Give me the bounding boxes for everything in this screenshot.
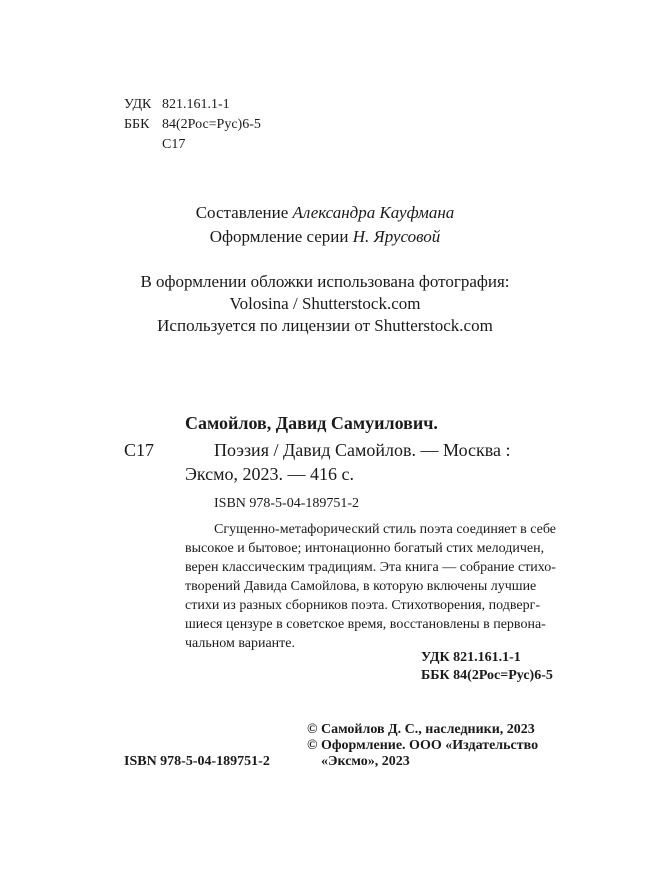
annotation-line: стихи из разных сборников поэта. Стихотворения, подверг- — [185, 598, 541, 613]
compiler-credit — [0, 201, 650, 224]
annotation-line: верен классическим традициям. Эта книга — собрание стихо- — [185, 560, 556, 575]
photo-credit-line1: В оформлении обложки использована фотография: — [140, 272, 510, 291]
compiler-name: Александра Кауфмана — [292, 203, 455, 222]
series-name: Н. Ярусовой — [352, 227, 441, 246]
udk-value: 821.161.1-1 — [162, 97, 230, 112]
photo-credit-line3: Используется по лицензии от Shutterstock.com — [157, 316, 493, 335]
annotation-line: творений Давида Самойлова, в которую включены лучшие — [185, 579, 537, 594]
series-credit — [0, 225, 650, 248]
bbk-value: 84(2Рос=Рус)6-5 — [162, 117, 261, 132]
top-author-mark: С17 — [162, 137, 186, 152]
catalog-isbn: ISBN 978-5-04-189751-2 — [214, 496, 360, 511]
catalog-author-heading: Самойлов, Давид Самуилович. — [185, 413, 438, 433]
top-bbk-line — [124, 115, 261, 134]
footer-copyright-1: © Самойлов Д. С., наследники, 2023 — [307, 722, 535, 737]
catalog-udk: УДК 821.161.1-1 — [421, 650, 521, 665]
compiler-prefix: Составление — [195, 203, 289, 222]
catalog-title-line1: Поэзия / Давид Самойлов. — Москва : — [214, 440, 511, 460]
catalog-mark: С17 — [124, 440, 155, 460]
catalog-bbk: ББК 84(2Рос=Рус)6-5 — [421, 668, 553, 683]
annotation-line: шиеся цензуре в советское время, восстановлены в первона- — [185, 617, 546, 632]
annotation-line: высокое и бытовое; интонационно богатый стих мелодичен, — [185, 541, 545, 556]
series-prefix: Оформление серии — [209, 227, 349, 246]
annotation-line: чальном варианте. — [185, 636, 296, 651]
annotation-line: Сгущенно-метафорический стиль поэта соединяет в себе — [214, 522, 556, 537]
footer-copyright-3: «Эксмо», 2023 — [321, 754, 410, 769]
bbk-label: ББК — [124, 117, 150, 132]
catalog-title-line2: Эксмо, 2023. — 416 с. — [185, 464, 355, 484]
footer-isbn: ISBN 978-5-04-189751-2 — [124, 754, 270, 769]
photo-credit-line2: Volosina / Shutterstock.com — [229, 294, 421, 313]
footer-copyright-2: © Оформление. ООО «Издательство — [307, 738, 539, 753]
udk-label: УДК — [124, 97, 152, 112]
top-udk-line — [124, 95, 230, 114]
catalog-annotation — [185, 520, 567, 653]
